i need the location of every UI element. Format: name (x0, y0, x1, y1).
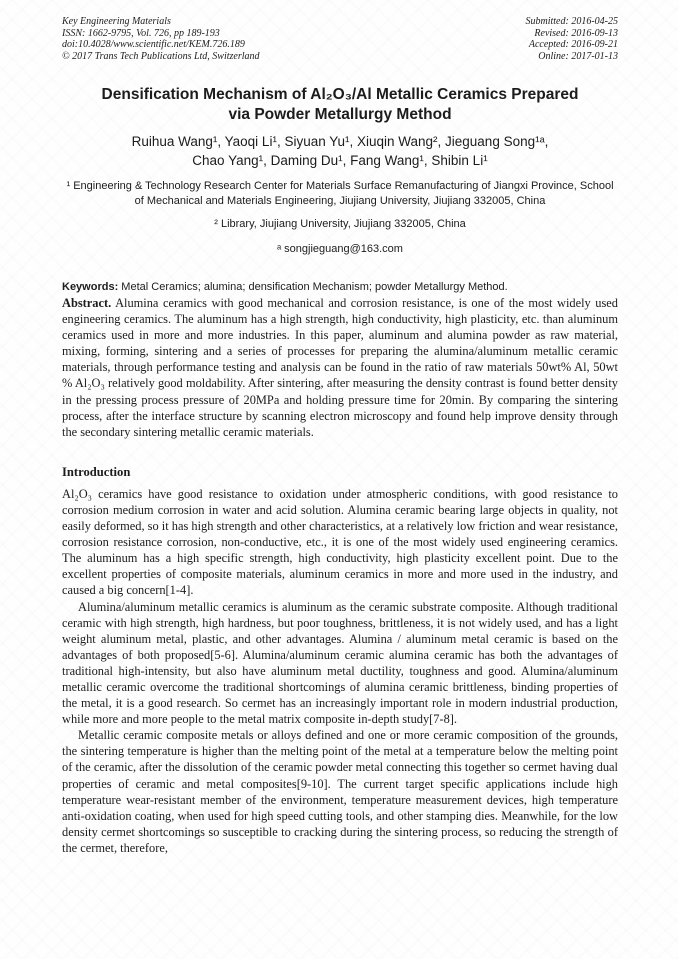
introduction-paragraph-1: Al₂O₃ ceramics have good resistance to oxidation under atmospheric conditions, with good resistance to corrosion medium corrosion in water and acid solution. Alumina ceramic bearing large objects in quality, not easily deformed, so it has high strength and other characteristics, at a relatively low friction and wear resistance, corrosion resistance corrosion, non-conductive, etc., it is one of the most widely used engineering ceramics. The aluminum has a high specific strength, high conductivity, high plasticity excellent point. Due to the excellent properties of composite materials, aluminum ceramics in more and more used in the industry, and caused a big concern[1-4]. (62, 486, 618, 598)
submitted-date: Submitted: 2016-04-25 (525, 16, 618, 27)
revised-date: Revised: 2016-09-13 (534, 27, 618, 39)
paper-title: Densification Mechanism of Al₂O₃/Al Metallic Ceramics Prepared via Powder Metallurgy Method (101, 86, 579, 123)
journal-doi: doi:10.4028/www.scientific.net/KEM.726.189 (62, 39, 245, 50)
journal-name: Key Engineering Materials (62, 16, 171, 27)
affiliation-2: ² Library, Jiujiang University, Jiujiang 332005, China (214, 218, 466, 230)
abstract (62, 295, 618, 440)
corresponding-email: ᵃ songjieguang@163.com (277, 242, 403, 255)
abstract-text: Alumina ceramics with good mechanical and corrosion resistance, is one of the most widely used engineering ceramics. The aluminum has a high strength, high conductivity, high plasticity, etc. than aluminum ceramics used in more and more industries. In this paper, aluminum and alumina powder as raw material, mixing, forming, sintering and a series of processes for preparing the alumina/aluminum metallic ceramic materials, through performance testing and analysis can be found in the ratio of raw materials 50wt% Al, 50wt % Al₂O₃ relatively good moldability. After sintering, after measuring the density contrast is found better density in the pressing process pressure of 20MPa and holding pressure time for 20min. By comparing the sintering process, after the interface structure by scanning electron microscopy and found help improve density through the secondary sintering metallic ceramic materials. (62, 296, 618, 439)
authors-line-1: Ruihua Wang¹, Yaoqi Li¹, Siyuan Yu¹, Xiuqin Wang², Jieguang Song¹ᵃ, (131, 134, 549, 149)
journal-header (62, 16, 618, 62)
keywords-label: Keywords: (62, 281, 119, 293)
authors-line-2: Chao Yang¹, Daming Du¹, Fang Wang¹, Shibin Li¹ (192, 153, 488, 168)
introduction-paragraph-2: Alumina/aluminum metallic ceramics is aluminum as the ceramic substrate composite. Although traditional ceramic with high strength, high hardness, but poor toughness, brittleness, it is not widely used, and has a light weight aluminum metal, plastic, and other advantages. Alumina / aluminum metal ceramic is based on the advantages of both proposed[5-6]. Alumina/aluminum ceramic alumina ceramic has both the advantages of traditional high-intensity, but also have aluminum metal ductility, toughness and good. Alumina/aluminum metallic ceramic overcome the traditional shortcomings of alumina ceramic brittleness, binding properties of the metal, it is a good research. So cermet has an increasingly important role in modern industrial production, while more and more people to the metal matrix composite in-depth study[7-8]. (62, 599, 618, 727)
journal-copyright: © 2017 Trans Tech Publications Ltd, Switzerland (62, 50, 260, 62)
affiliation-1: ¹ Engineering & Technology Research Center for Materials Surface Remanufacturing of Jiangxi Province, School of Mechanical and Materials Engineering, Jiujiang University, Jiujiang 332005, China (66, 180, 614, 207)
journal-header-right (526, 16, 619, 62)
journal-header-left (62, 16, 260, 62)
keywords-line (62, 280, 618, 295)
section-heading-introduction: Introduction (62, 464, 131, 479)
introduction-paragraph-3: Metallic ceramic composite metals or alloys defined and one or more ceramic composition of the grounds, the sintering temperature is higher than the melting point of the metal at a temperature below the melting point of the ceramic, after the dissolution of the ceramic powder metal connecting this together so cermet having dual properties of ceramic and metal composites[9-10]. The current target specific applications include high temperature wear-resistant member of the environment, temperature measurement devices, high temperature anti-oxidation coating, when used for high speed cutting tools, and other stamping dies. Meanwhile, for the low density cermet shortcomings so susceptible to cracking during the sintering process, so reducing the strength of the cermet, therefore, (62, 728, 618, 855)
keywords-text: Metal Ceramics; alumina; densification Mechanism; powder Metallurgy Method. (118, 281, 508, 293)
accepted-date: Accepted: 2016-09-21 (528, 39, 618, 50)
online-date: Online: 2017-01-13 (538, 50, 618, 62)
journal-issn-volume: ISSN: 1662-9795, Vol. 726, pp 189-193 (62, 27, 220, 39)
abstract-label: Abstract. (62, 296, 112, 310)
authors-block (62, 132, 618, 170)
